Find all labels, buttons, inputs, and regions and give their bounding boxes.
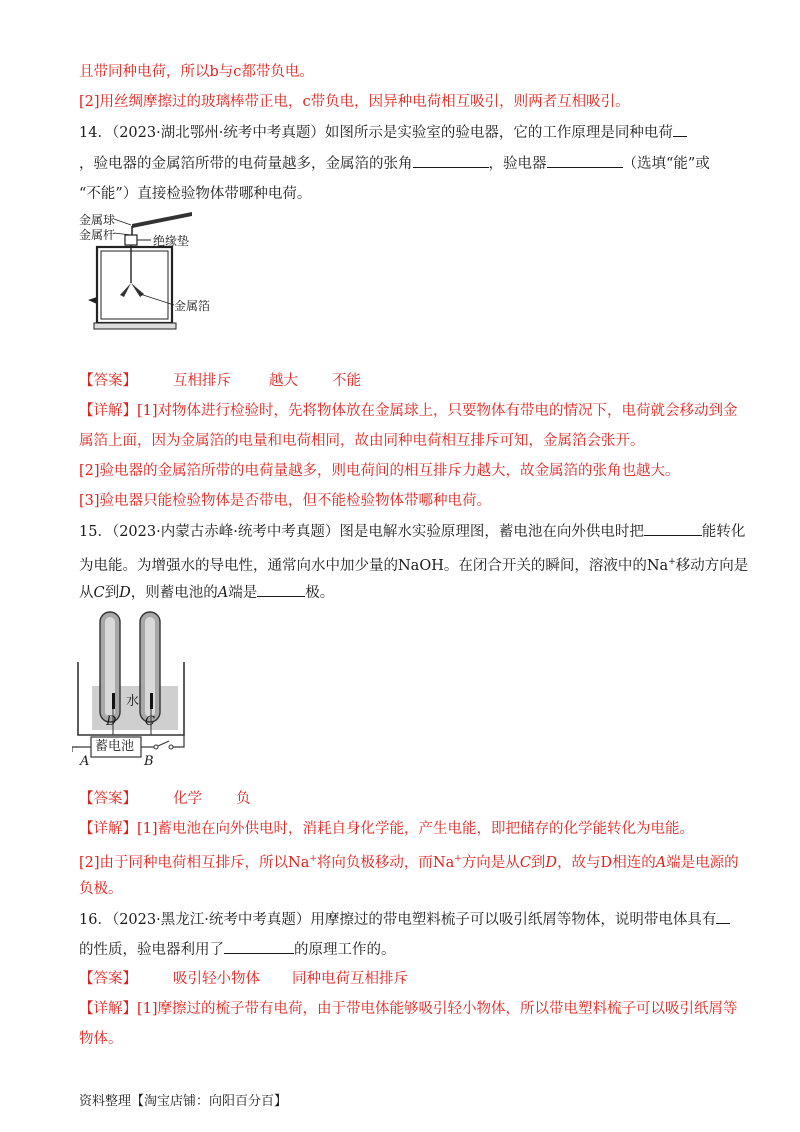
answer-blank[interactable] [547, 153, 623, 168]
label-metal-foil: 金属箔 [174, 299, 211, 313]
label-d: D [106, 714, 117, 729]
detail-14-line-1: 【详解】[1]对物体进行检验时，先将物体放在金属球上，只要物体有带电的情况下，电荷就会移动到金 [79, 403, 738, 419]
detail-15-line-3: 负极。 [79, 881, 123, 897]
answer-tag: 【答案】 [79, 971, 137, 987]
detail-16-line-1: 【详解】[1]摩擦过的梳子带有电荷，由于带电体能够吸引轻小物体，所以带电塑料梳子可以吸引纸屑等 [79, 1001, 738, 1017]
question-15-line-1: 15．（2023·内蒙古赤峰·统考中考真题）图是电解水实验原理图，蓄电池在向外供电时把 能转化 [79, 521, 745, 542]
detail-15-line-2: [2]由于同种电荷相互排斥，所以Na+将向负极移动，而Na+方向是从C到D，故与D相连的A端是电源的 [79, 854, 739, 871]
switch [154, 745, 158, 749]
label-battery: 蓄电池 [95, 739, 135, 754]
detail-tag: 【详解】 [79, 403, 137, 419]
answer-blank[interactable] [257, 582, 305, 597]
insulating-pad [125, 235, 137, 245]
answer-tag: 【答案】 [79, 373, 137, 389]
question-14-line-2 [79, 153, 710, 174]
electroscope-base [94, 323, 176, 329]
label-a: A [80, 754, 90, 769]
detail-14-line-4: [3]验电器只能检验物体是否带电，但不能检验物体带哪种电荷。 [79, 493, 492, 509]
answer-blank[interactable] [224, 939, 294, 954]
answer-value: 不能 [332, 373, 361, 389]
detail-14-line-3: [2]验电器的金属箔所带的电荷量越多，则电荷间的相互排斥力越大，故金属箔的张角也越大。 [79, 463, 680, 479]
answer-value: 越大 [269, 373, 298, 389]
line-text: ，验电器的金属箔所带的电荷量越多，金属箔的张角 [79, 156, 413, 172]
label-c: C [145, 714, 155, 729]
question-15-line-2: 为电能。为增强水的导电性，通常向水中加少量的NaOH。在闭合开关的瞬间，溶液中的Na+移动方向是 [79, 557, 749, 574]
line-text: “不能”）直接检验物体带哪种电荷。 [79, 186, 312, 202]
label-water: 水 [126, 694, 140, 709]
line-text: （选填“能”或 [622, 156, 710, 172]
text-line [79, 62, 314, 82]
electrolysis-figure [72, 607, 202, 767]
detail-tag: 【详解】 [79, 821, 137, 837]
metal-ball-rod [132, 212, 192, 228]
answer-blank[interactable] [644, 521, 702, 536]
electroscope-case [97, 247, 172, 323]
question-14-line-1 [79, 122, 687, 143]
line-text: ，验电器 [488, 156, 547, 172]
answer-16 [79, 969, 408, 989]
question-16-line-1: 16．（2023·黑龙江·统考中考真题）用摩擦过的带电塑料梳子可以吸引纸屑等物体，说明带电体具有 [79, 909, 730, 930]
detail-15-line-1: 【详解】[1]蓄电池在向外供电时，消耗自身化学能，产生电能，即把储存的化学能转化为电能。 [79, 821, 695, 837]
question-15-line-3: 从C到D，则蓄电池的A端是 极。 [79, 582, 334, 603]
answer-15 [79, 789, 251, 809]
answer-value: 负 [236, 791, 251, 807]
label-metal-ball: 金属球 [79, 213, 116, 227]
question-14-line-3 [79, 184, 311, 204]
text-line [79, 92, 630, 112]
answer-value: 吸引轻小物体 [173, 971, 260, 987]
answer-value: 互相排斥 [173, 373, 231, 389]
answer-tag: 【答案】 [79, 791, 137, 807]
question-16-line-2: 的性质，验电器利用了 的原理工作的。 [79, 939, 396, 960]
line-text: 14．（2023·湖北鄂州·统考中考真题）如图所示是实验室的验电器，它的工作原理是同种电荷 [79, 125, 673, 141]
detail-tag: 【详解】 [79, 1001, 137, 1017]
detail-14-line-2: 属箔上面，因为金属箔的电量和电荷相同，故由同种电荷相互排斥可知，金属箔会张开。 [79, 433, 645, 449]
answer-value: 化学 [173, 791, 202, 807]
answer-14 [79, 371, 361, 391]
line-text: [2]用丝绸摩擦过的玻璃棒带正电，c带负电，因异种电荷相互吸引，则两者互相吸引。 [79, 94, 630, 110]
answer-blank[interactable] [413, 153, 489, 168]
answer-value: 同种电荷互相排斥 [292, 971, 408, 987]
detail-16-line-2: 物体。 [79, 1031, 123, 1047]
electrode-d [112, 693, 115, 709]
page-footer: 资料整理【淘宝店铺：向阳百分百】 [79, 1094, 288, 1109]
label-insulating-pad: 绝缘垫 [153, 234, 190, 248]
label-b: B [144, 754, 154, 769]
line-text: 且带同种电荷，所以b与c都带负电。 [79, 64, 314, 80]
electrode-c [150, 693, 153, 709]
answer-blank[interactable] [716, 909, 730, 924]
answer-blank[interactable] [673, 122, 687, 137]
metal-foil [120, 283, 131, 297]
label-metal-rod: 金属杆 [79, 228, 116, 242]
